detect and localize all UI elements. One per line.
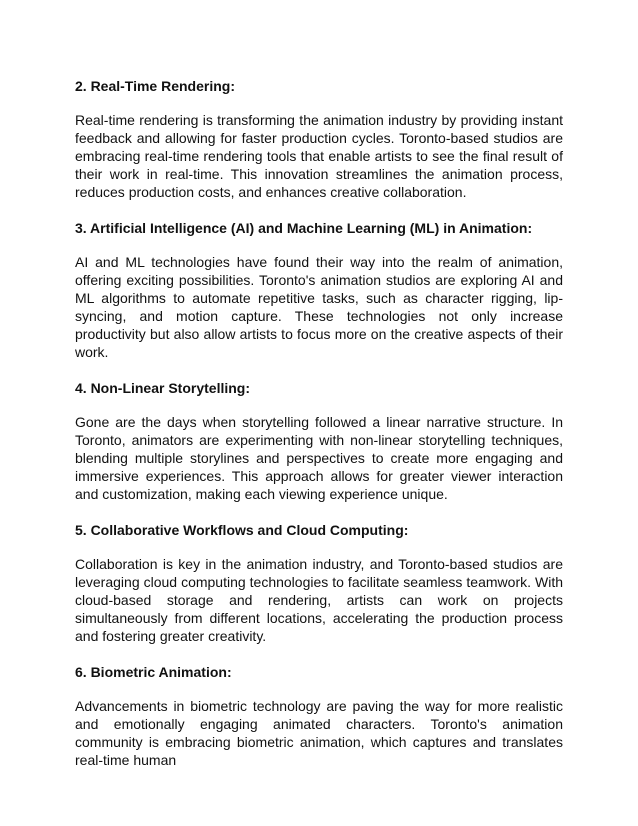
section-heading: 3. Artificial Intelligence (AI) and Machine Learning (ML) in Animation:: [75, 220, 533, 236]
section-ai-ml: [75, 219, 563, 361]
section-heading: 2. Real-Time Rendering:: [75, 78, 236, 94]
section-paragraph: Advancements in biometric technology are paving the way for more realistic and emotionally engaging animated characters. Toronto's animation community is embracing biometric animation, which captures and translates real-time human: [75, 698, 563, 768]
section-biometric-animation: [75, 663, 563, 769]
section-real-time-rendering: [75, 77, 563, 201]
section-paragraph: AI and ML technologies have found their way into the realm of animation, offering exciting possibilities. Toronto's animation studios are exploring AI and ML algorithms to automate repetitive tasks, such as character rigging, lip-syncing, and motion capture. These technologies not only increase productivity but also allow artists to focus more on the creative aspects of their work.: [75, 254, 563, 360]
section-paragraph: Gone are the days when storytelling followed a linear narrative structure. In Toronto, animators are experimenting with non-linear storytelling techniques, blending multiple storylines and perspectives to create more engaging and immersive experiences. This approach allows for greater viewer interaction and customization, making each viewing experience unique.: [75, 414, 563, 502]
section-non-linear-storytelling: [75, 379, 563, 503]
section-heading: 4. Non-Linear Storytelling:: [75, 380, 251, 396]
section-heading: 6. Biometric Animation:: [75, 664, 232, 680]
section-collaborative-workflows: [75, 521, 563, 645]
section-paragraph: Real-time rendering is transforming the animation industry by providing instant feedback and allowing for faster production cycles. Toronto-based studios are embracing real-time rendering tools that enable artists to see the final result of their work in real-time. This innovation streamlines the animation process, reduces production costs, and enhances creative collaboration.: [75, 112, 563, 200]
section-paragraph: Collaboration is key in the animation industry, and Toronto-based studios are leveraging cloud computing technologies to facilitate seamless teamwork. With cloud-based storage and rendering, artists can work on projects simultaneously from different locations, accelerating the production process and fostering greater creativity.: [75, 556, 563, 644]
section-heading: 5. Collaborative Workflows and Cloud Computing:: [75, 522, 409, 538]
